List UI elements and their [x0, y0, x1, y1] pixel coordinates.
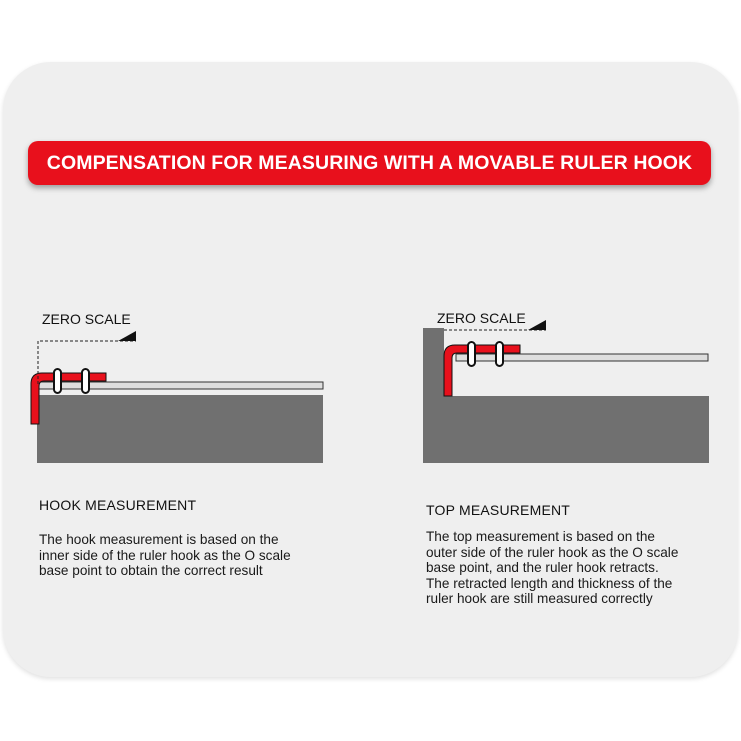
top-measurement-heading: TOP MEASUREMENT	[426, 502, 571, 518]
ruler-hook	[444, 345, 520, 396]
ruler-blade	[37, 382, 323, 389]
page-title: COMPENSATION FOR MEASURING WITH A MOVABLE RULER HOOK	[46, 151, 693, 174]
description-line: base point to obtain the correct result	[39, 563, 263, 578]
zero-scale-pointer	[118, 331, 136, 341]
workpiece-block	[37, 395, 323, 463]
description-line: outer side of the ruler hook as the O scale	[426, 544, 679, 560]
description-line: The retracted length and thickness of the	[426, 575, 673, 591]
description-line: The top measurement is based on the	[426, 529, 655, 544]
hook-measurement-diagram	[31, 311, 323, 463]
workpiece-wall	[423, 328, 444, 398]
description-line: ruler hook are still measured correctly	[426, 591, 653, 606]
description-line: The hook measurement is based on the	[39, 532, 279, 547]
zero-scale-label: ZERO SCALE	[42, 311, 131, 327]
description-line: inner side of the ruler hook as the O scale	[39, 547, 291, 563]
workpiece-block	[423, 396, 709, 463]
description-line: base point, and the ruler hook retracts.	[426, 560, 659, 575]
zero-scale-label: ZERO SCALE	[437, 310, 526, 326]
ruler-blade	[456, 354, 708, 361]
hook-measurement-description	[39, 532, 291, 579]
top-measurement-diagram	[423, 310, 709, 463]
hook-measurement-heading: HOOK MEASUREMENT	[39, 497, 197, 513]
rivet	[496, 342, 503, 366]
top-measurement-description	[426, 529, 678, 607]
zero-scale-pointer	[528, 320, 546, 330]
rivet	[468, 342, 475, 366]
rivet	[82, 369, 89, 393]
rivet	[54, 369, 61, 393]
